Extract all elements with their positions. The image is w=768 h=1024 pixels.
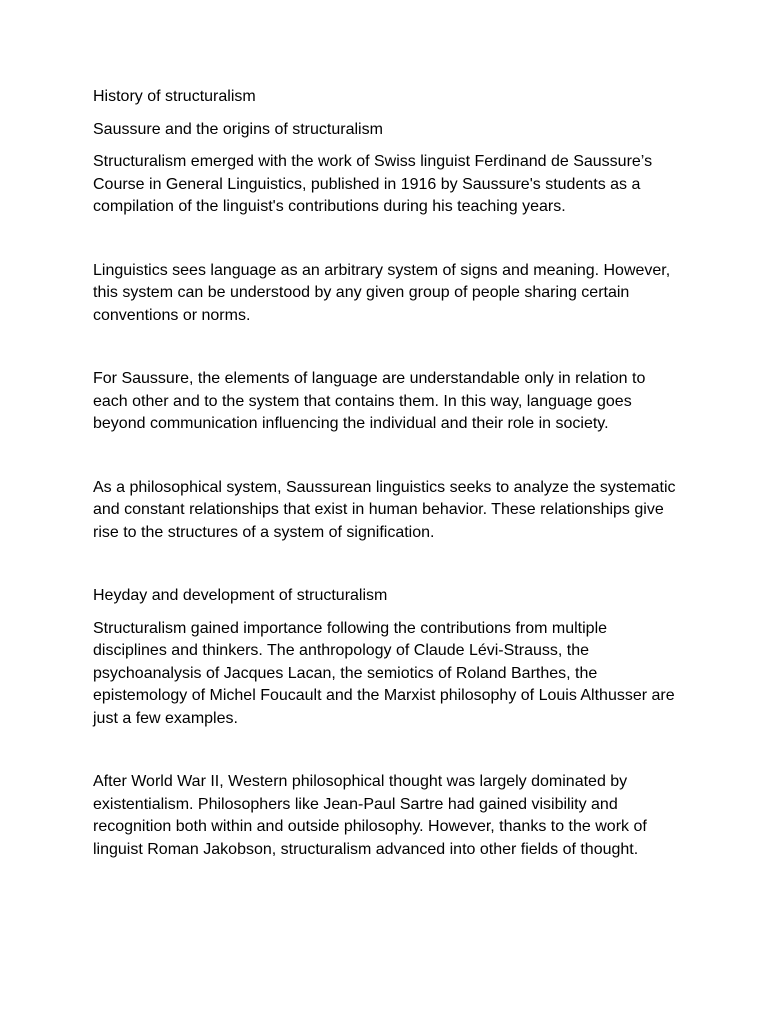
section-heading-heyday: Heyday and development of structuralism: [93, 587, 388, 604]
paragraph: As a philosophical system, Saussurean linguistics seeks to analyze the systematic and constant relationships that exist in human behavior. These relationships give rise to the structures of a system of signification.: [93, 478, 676, 541]
paragraph: For Saussure, the elements of language are understandable only in relation to each other and to the system that contains them. In this way, language goes beyond communication influencing the individual and their role in society.: [93, 370, 646, 432]
paragraph: After World War II, Western philosophical thought was largely dominated by existentialism. Philosophers like Jean-Paul Sartre had gained visibility and recognition both within and outside philosophy. However, thanks to the work of linguist Roman Jakobson, structuralism advanced into other fields of thought.: [93, 773, 647, 858]
paragraph: Linguistics sees language as an arbitrary system of signs and meaning. However, this system can be understood by any given group of people sharing certain conventions or norms.: [93, 261, 671, 324]
paragraph: Structuralism gained importance following the contributions from multiple disciplines and thinkers. The anthropology of Claude Lévi-Strauss, the psychoanalysis of Jacques Lacan, the semiotics of Roland Barthes, the epistemology of Michel Foucault and the Marxist philosophy of Louis Althusser are just a few examples.: [93, 619, 675, 727]
section-heading-saussure: Saussure and the origins of structuralism: [93, 120, 383, 138]
document-body: [93, 86, 683, 861]
paragraph: Structuralism emerged with the work of Swiss linguist Ferdinand de Saussure’s Course in General Linguistics, published in 1916 by Saussure's students as a compilation of the linguist's contributions during his teaching years.: [93, 153, 653, 215]
document-title: History of structuralism: [93, 88, 256, 105]
